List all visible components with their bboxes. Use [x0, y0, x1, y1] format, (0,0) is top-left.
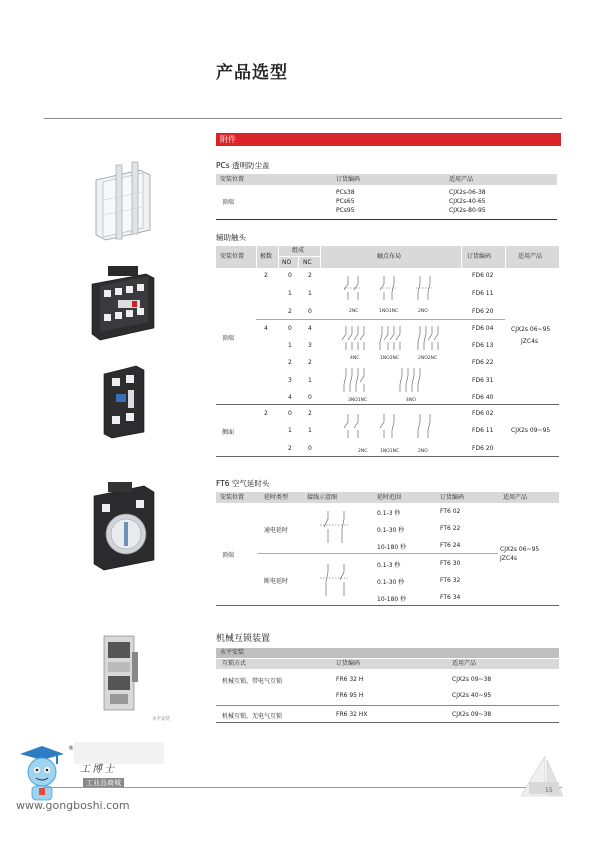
aux-poles: 2	[264, 272, 268, 279]
mech-header-code: 订货编码	[336, 660, 361, 667]
interlock-image	[96, 632, 146, 716]
ft6-type-on: 通电延时	[264, 527, 289, 534]
pcs-header-position: 安装位置	[220, 176, 245, 183]
page-title: 产品选型	[216, 63, 288, 83]
contact-diagram-2pole	[336, 270, 454, 314]
mech-code: FR6 32 H	[336, 676, 364, 683]
sail-page-icon	[515, 752, 565, 804]
aux-side-code: FD6 20	[472, 445, 494, 452]
ft6-range: 0.1-30 秒	[377, 579, 405, 586]
ft6-code: FT6 30	[440, 560, 461, 567]
diagram-label: 2NO	[418, 449, 428, 454]
pcs-title: PCs 透明防尘盖	[216, 161, 270, 170]
aux-code: FD6 31	[472, 377, 494, 384]
ft6-header-type: 延时类型	[264, 494, 289, 501]
mech-header-product: 适用产品	[452, 660, 477, 667]
mech-mount-bar	[216, 648, 559, 658]
brand-name: 工博士	[80, 764, 116, 775]
aux-side-label: 侧面	[222, 429, 235, 436]
ft6-position: 顶端	[222, 552, 235, 559]
ft6-header-range: 延时范围	[377, 494, 402, 501]
ft6-header-diagram: 接线示意图	[307, 494, 338, 501]
ft6-code: FT6 32	[440, 577, 461, 584]
mech-header	[216, 659, 559, 669]
diagram-label: 2NC	[349, 309, 359, 314]
aux-no: 2	[288, 308, 292, 315]
ft6-code: FT6 22	[440, 525, 461, 532]
mech-method: 机械互锁，带电气互锁	[222, 678, 283, 685]
aux-side-poles: 2	[264, 410, 268, 417]
aux-code: FD6 20	[472, 308, 494, 315]
mech-header-method: 互锁方式	[222, 660, 247, 667]
aux-code: FD6 13	[472, 342, 494, 349]
ft6-product-1: CJX2s 06~95	[500, 546, 540, 553]
aux-side-no: 1	[288, 427, 292, 434]
website-url: www.gongboshi.com	[16, 799, 130, 812]
diagram-label: 1NO1NC	[379, 309, 399, 314]
aux-side-nc: 2	[308, 410, 312, 417]
aux-side-no: 0	[288, 410, 292, 417]
aux-header-no: NO	[282, 259, 292, 266]
aux-side-code: FD6 11	[472, 427, 494, 434]
diagram-label: 2NO2NC	[418, 356, 438, 361]
pcs-header-code: 订货编码	[336, 176, 361, 183]
aux-no: 1	[288, 342, 292, 349]
ft6-header-position: 安装位置	[220, 494, 245, 501]
ft6-range: 0.1-3 秒	[377, 562, 401, 569]
contact-diagram-4pole	[336, 322, 456, 404]
top-divider	[44, 118, 562, 119]
diagram-label: 2NO	[418, 309, 428, 314]
mech-product: CJX2s 09~38	[452, 711, 492, 718]
aux-title: 辅助触头	[216, 233, 246, 242]
aux-code: FD6 04	[472, 325, 494, 332]
mech-method: 机械互锁，无电气互锁	[222, 713, 283, 720]
ft6-on-delay-diagram	[318, 505, 358, 551]
footer-divider	[44, 787, 562, 788]
aux-nc: 2	[308, 359, 312, 366]
aux-nc: 1	[308, 290, 312, 297]
diagram-label: 2NC	[358, 449, 368, 454]
mech-code: FR6 32 HX	[336, 711, 368, 718]
aux-nc: 0	[308, 308, 312, 315]
diagram-label: 4NC	[350, 356, 360, 361]
aux-no: 1	[288, 290, 292, 297]
mech-code: FR6 95 H	[336, 692, 364, 699]
ft6-range: 0.1-3 秒	[377, 510, 401, 517]
aux-side-nc: 1	[308, 427, 312, 434]
aux-top-product-2: JZC4s	[521, 338, 539, 345]
ft6-code: FT6 24	[440, 542, 461, 549]
aux-no: 0	[288, 325, 292, 332]
aux-header-position: 安装位置	[220, 253, 245, 260]
diagram-label: 4NO	[406, 398, 416, 403]
brand-tagline: 工业品商城	[83, 778, 124, 788]
section-bar: 附件	[216, 133, 561, 146]
ft6-header-product: 适用产品	[503, 494, 528, 501]
aux-nc: 1	[308, 377, 312, 384]
aux-header-nc: NC	[303, 259, 312, 266]
pcs-position: 顶端	[222, 199, 235, 206]
diagram-label: 1NO1NC	[380, 449, 400, 454]
aux-poles: 4	[264, 325, 268, 332]
pcs-product-2: CJX2s-40-65	[449, 198, 486, 205]
aux-side-no: 2	[288, 445, 292, 452]
aux-code: FD6 02	[472, 272, 494, 279]
diagram-label: 1NO3NC	[380, 356, 400, 361]
aux-nc: 2	[308, 272, 312, 279]
ft6-range: 10-180 秒	[377, 596, 407, 603]
aux-code: FD6 11	[472, 290, 494, 297]
ft6-range: 0.1-30 秒	[377, 527, 405, 534]
aux-code: FD6 22	[472, 359, 494, 366]
mech-product: CJX2s 09~38	[452, 676, 492, 683]
aux-header-product: 适用产品	[518, 253, 543, 260]
pcs-product-3: CJX2s-80-95	[449, 207, 486, 214]
ft6-code: FT6 02	[440, 508, 461, 515]
pcs-bottom-line	[216, 219, 557, 220]
pcs-code-2: PCs65	[336, 198, 355, 205]
ft6-off-delay-diagram	[318, 558, 358, 604]
pcs-product-1: CJX2s-06-38	[449, 189, 486, 196]
aux-header-combo: 组成	[292, 247, 305, 254]
aux-no: 3	[288, 377, 292, 384]
mech-title: 机械互锁装置	[216, 634, 271, 644]
aux-top-label: 顶端	[222, 335, 235, 342]
ft6-type-off: 断电延时	[264, 578, 289, 585]
aux-header-code: 订货编码	[467, 253, 492, 260]
pcs-code-1: PCs38	[336, 189, 355, 196]
contact-diagram-side	[336, 408, 454, 454]
aux-no: 0	[288, 272, 292, 279]
aux-top-product-1: CJX2s 06~95	[511, 326, 551, 333]
aux-side-code: FD6 02	[472, 410, 494, 417]
side-contact-image	[98, 360, 150, 442]
aux-nc: 4	[308, 325, 312, 332]
page-number: 15	[545, 787, 553, 794]
aux-side-product: CJX2s 09~95	[511, 427, 551, 434]
pcs-header	[216, 174, 557, 185]
ft6-header-code: 订货编码	[440, 494, 465, 501]
diagram-label: 3NO1NC	[348, 398, 368, 403]
pcs-header-product: 适用产品	[449, 176, 474, 183]
mech-product: CJX2s 40~95	[452, 692, 492, 699]
aux-header-poles: 极数	[260, 253, 273, 260]
aux-no: 4	[288, 394, 292, 401]
ft6-range: 10-180 秒	[377, 544, 407, 551]
interlock-image-caption: 水平安装	[152, 717, 170, 722]
ft6-title: FT6 空气延时头	[216, 479, 270, 488]
aux-no: 2	[288, 359, 292, 366]
aux-nc: 0	[308, 394, 312, 401]
aux-header-layout: 触点布局	[377, 253, 402, 260]
ft6-product-2: JZC4s	[500, 555, 518, 562]
ft6-code: FT6 34	[440, 594, 461, 601]
aux-nc: 3	[308, 342, 312, 349]
aux-code: FD6 40	[472, 394, 494, 401]
aux-side-nc: 0	[308, 445, 312, 452]
pcs-code-3: PCs95	[336, 207, 355, 214]
dust-cover-image	[88, 160, 160, 245]
ft6-timer-image	[88, 478, 160, 574]
registered-mark: ®	[68, 745, 74, 752]
aux-contact-block-image	[88, 262, 160, 344]
mech-mount: 水平安装	[220, 649, 245, 656]
